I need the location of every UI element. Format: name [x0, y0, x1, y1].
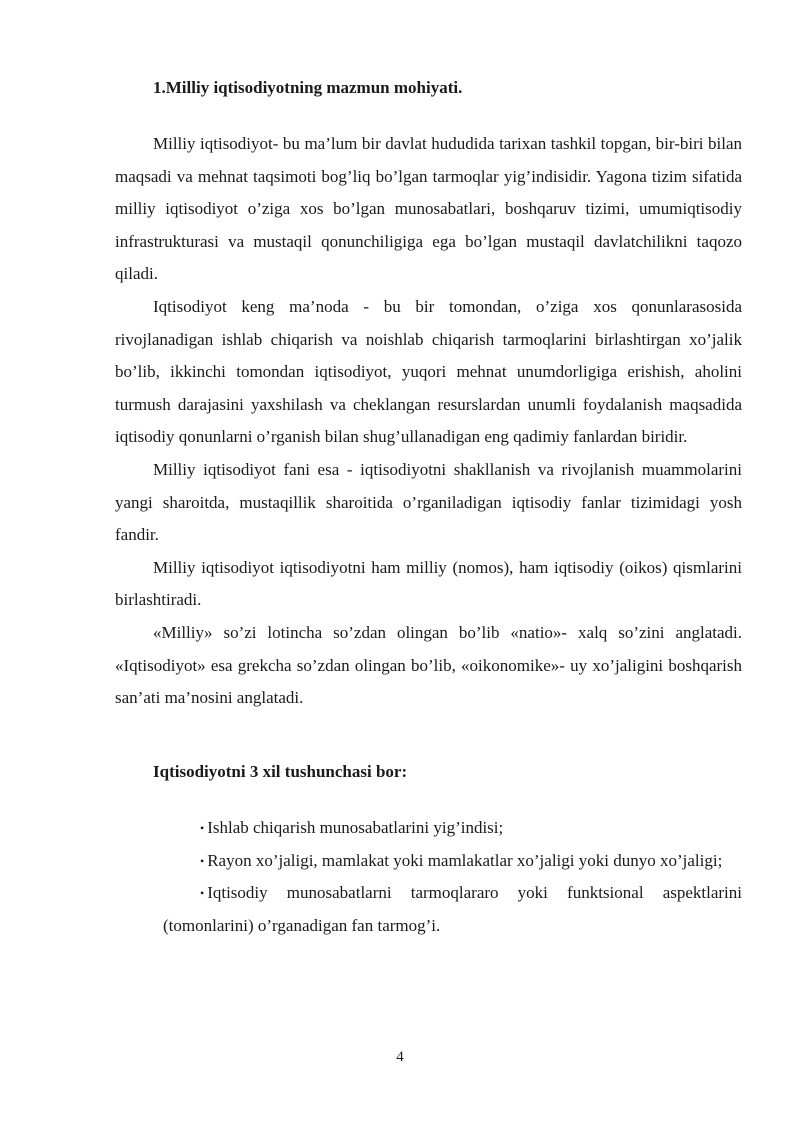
bullet-list [163, 812, 742, 942]
page-number: 4 [396, 1049, 404, 1065]
list-item-text: Ishlab chiqarish munosabatlarini yig’indisi; [207, 818, 504, 837]
bullet-icon: • [200, 886, 205, 901]
list-item [163, 845, 742, 878]
list-item-text: Iqtisodiy munosabatlarni tarmoqlararo yoki funktsional aspektlarini (tomonlarini) o’rganadigan fan tarmog’i. [163, 883, 742, 935]
paragraph: Iqtisodiyot keng ma’noda - bu bir tomondan, o’ziga xos qonunlarasosida rivojlanadigan ishlab chiqarish va noishlab chiqarish tarmoqlarini birlashtirgan xo’jalik bo’lib, ikkinchi tomondan iqtisodiyot, yuqori mehnat unumdorligiga erishish, aholini turmush darajasini yaxshilash va cheklangan resurslardan unumli foydalanish maqsadida iqtisodiy qonunlarni o’rganish bilan shug’ullanadigan eng qadimiy fanlardan biridir. [115, 296, 742, 447]
paragraph: Milliy iqtisodiyot iqtisodiyotni ham milliy (nomos), ham iqtisodiy (oikos) qismlarini birlashtiradi. [115, 557, 742, 610]
list-item [163, 812, 742, 845]
subheading: Iqtisodiyotni 3 xil tushunchasi bor: [153, 762, 408, 781]
paragraph: Milliy iqtisodiyot fani esa - iqtisodiyotni shakllanish va rivojlanish muammolarini yangi sharoitda, mustaqillik sharoitida o’rganiladigan iqtisodiy fanlar tizimidagi yosh fandir. [115, 459, 742, 545]
list-item-text: Rayon xo’jaligi, mamlakat yoki mamlakatlar xo’jaligi yoki dunyo xo’jaligi; [207, 850, 723, 870]
section-heading: 1.Milliy iqtisodiyotning mazmun mohiyati. [153, 78, 463, 97]
list-item [163, 877, 742, 942]
bullet-icon: • [200, 821, 205, 835]
bullet-icon: • [200, 853, 205, 868]
paragraph: «Milliy» so’zi lotincha so’zdan olingan bo’lib «natio»- xalq so’zini anglatadi. «Iqtisodiyot» esa grekcha so’zdan olingan bo’lib, «oikonomike»- uy xo’jaligini boshqarish san’ati ma’nosini anglatadi. [115, 622, 742, 708]
body-text [115, 128, 742, 715]
paragraph: Milliy iqtisodiyot- bu ma’lum bir davlat hududida tarixan tashkil topgan, bir-biri bilan maqsadi va mehnat taqsimoti bog’liq bo’lgan tarmoqlar yig’indisidir. Yagona tizim sifatida milliy iqtisodiyot o’ziga xos bo’lgan munosabatlari, boshqaruv tizimi, umumiqtisodiy infrastrukturasi va mustaqil qonunchiligiga ega bo’lgan mustaqil davlatchilikni taqozo qiladi. [115, 134, 742, 284]
